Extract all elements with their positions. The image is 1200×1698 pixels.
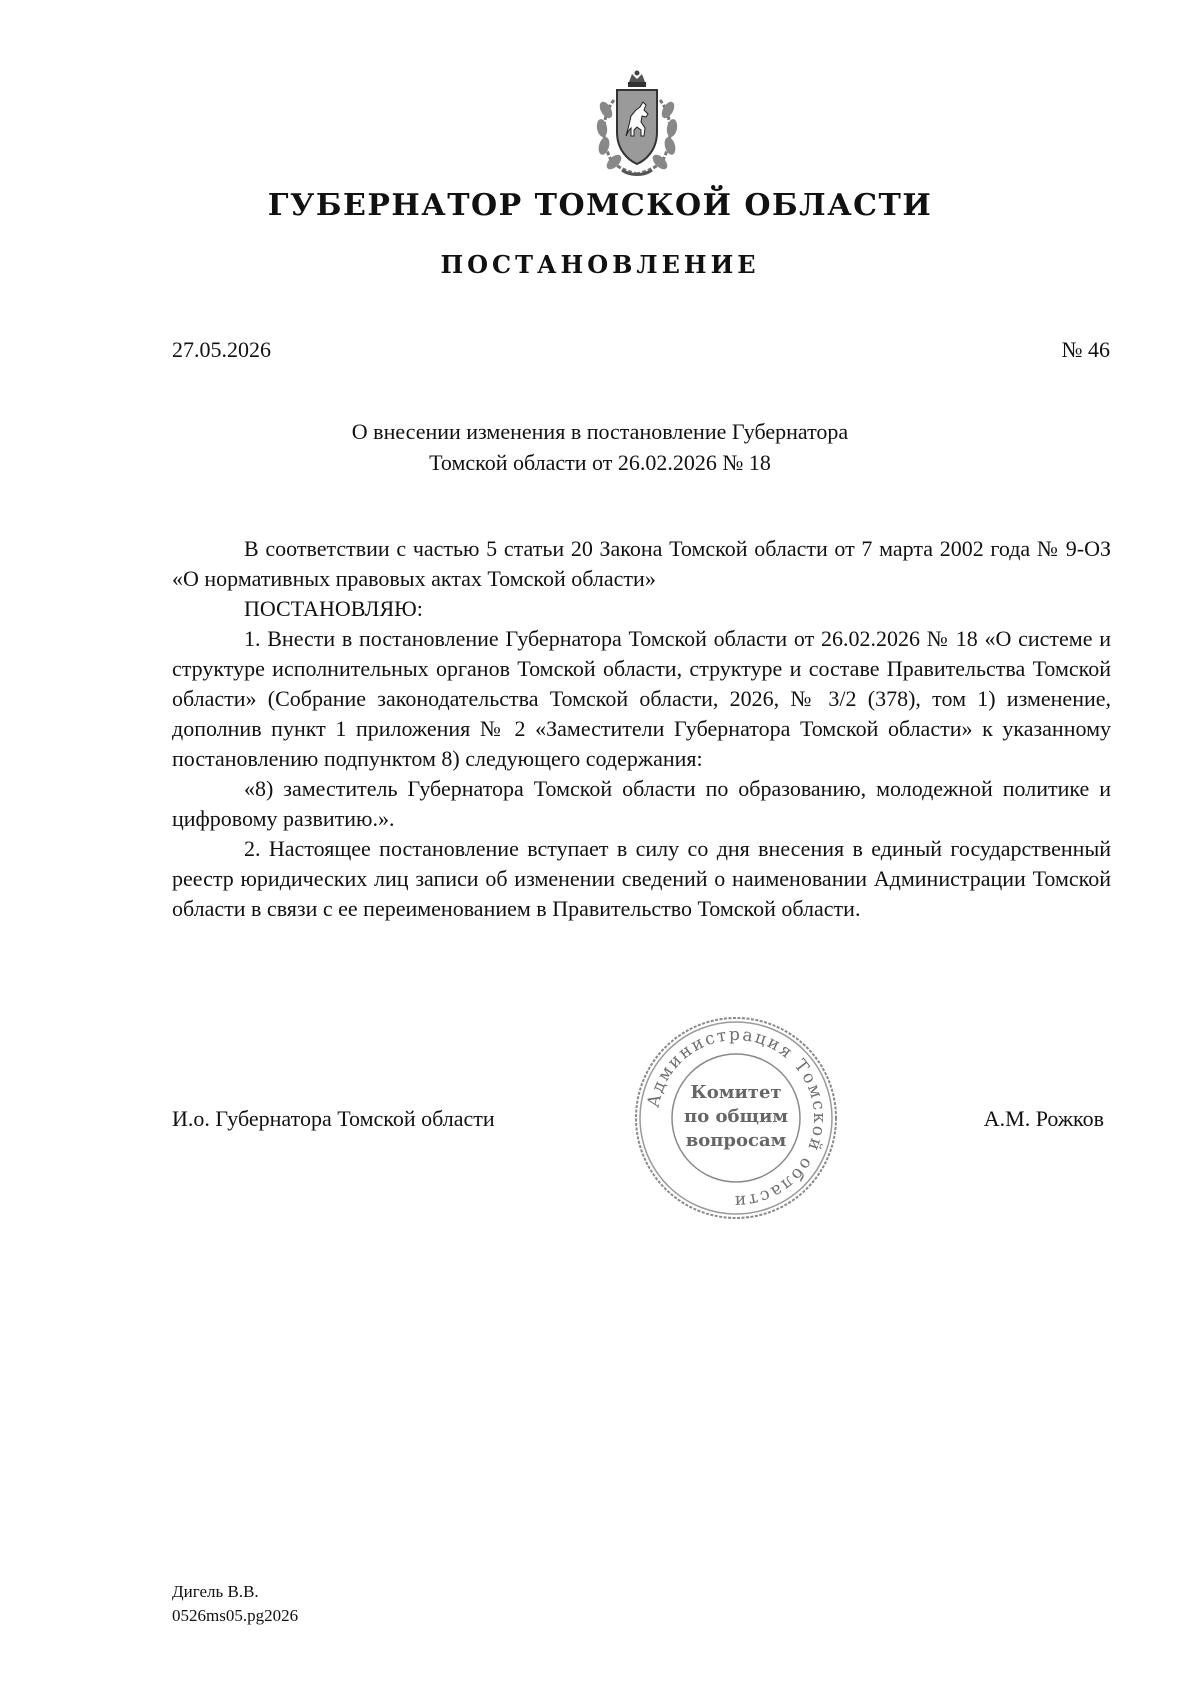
- subject-line-1: О внесении изменения в постановление Губернатора: [351, 419, 849, 444]
- signer-name: А.М. Рожков: [983, 1106, 1104, 1131]
- decree-word: ПОСТАНОВЛЯЮ:: [244, 596, 423, 621]
- document-date: 27.05.2026: [172, 337, 271, 362]
- document-type-heading: ПОСТАНОВЛЕНИЕ: [440, 250, 760, 279]
- seal-center-line-2: по общим: [684, 1106, 788, 1127]
- subject-line-2: Томской области от 26.02.2026 № 18: [429, 450, 771, 475]
- file-code: 0526ms05.pg2026: [172, 1606, 299, 1625]
- seal-center-line-1: Комитет: [690, 1082, 782, 1103]
- executor-name: Дигель В.В.: [172, 1582, 259, 1601]
- document-number: № 46: [1061, 337, 1110, 362]
- item-1-paragraph: 1. Внести в постановление Губернатора Томской области от 26.02.2026 № 18 «О системе и структуре исполнительных органов Томской области, структуре и составе Правительства Томской области» (Собрание законодательства Томской области, 2026, № 3/2 (378), том 1) изменение, дополнив пункт 1 приложения № 2 «Заместители Губернатора Томской области» к указанному постановлению подпунктом 8) следующего содержания:: [172, 626, 1111, 771]
- official-seal-stamp: [630, 1012, 842, 1224]
- preamble-paragraph: В соответствии с частью 5 статьи 20 Закона Томской области от 7 марта 2002 года № 9-ОЗ «О нормативных правовых актах Томской области»: [172, 536, 1111, 591]
- document-body: [172, 534, 1111, 924]
- seal-ring-text: Администрация Томской области: [643, 1024, 830, 1212]
- executor-footer: [172, 1580, 298, 1628]
- item-2-paragraph: 2. Настоящее постановление вступает в силу со дня внесения в единый государственный реестр юридических лиц записи об изменении сведений о наименовании Администрации Томской области в связи с ее переименованием в Правительство Томской области.: [172, 836, 1111, 921]
- item-1-quote-paragraph: «8) заместитель Губернатора Томской области по образованию, молодежной политике и цифровому развитию.».: [172, 776, 1111, 831]
- signer-title: И.о. Губернатора Томской области: [172, 1106, 495, 1131]
- seal-center-line-3: вопросам: [685, 1130, 787, 1151]
- tomsk-coat-of-arms-icon: [584, 70, 690, 182]
- org-title: ГУБЕРНАТОР ТОМСКОЙ ОБЛАСТИ: [267, 188, 933, 223]
- document-subject: [0, 416, 1200, 478]
